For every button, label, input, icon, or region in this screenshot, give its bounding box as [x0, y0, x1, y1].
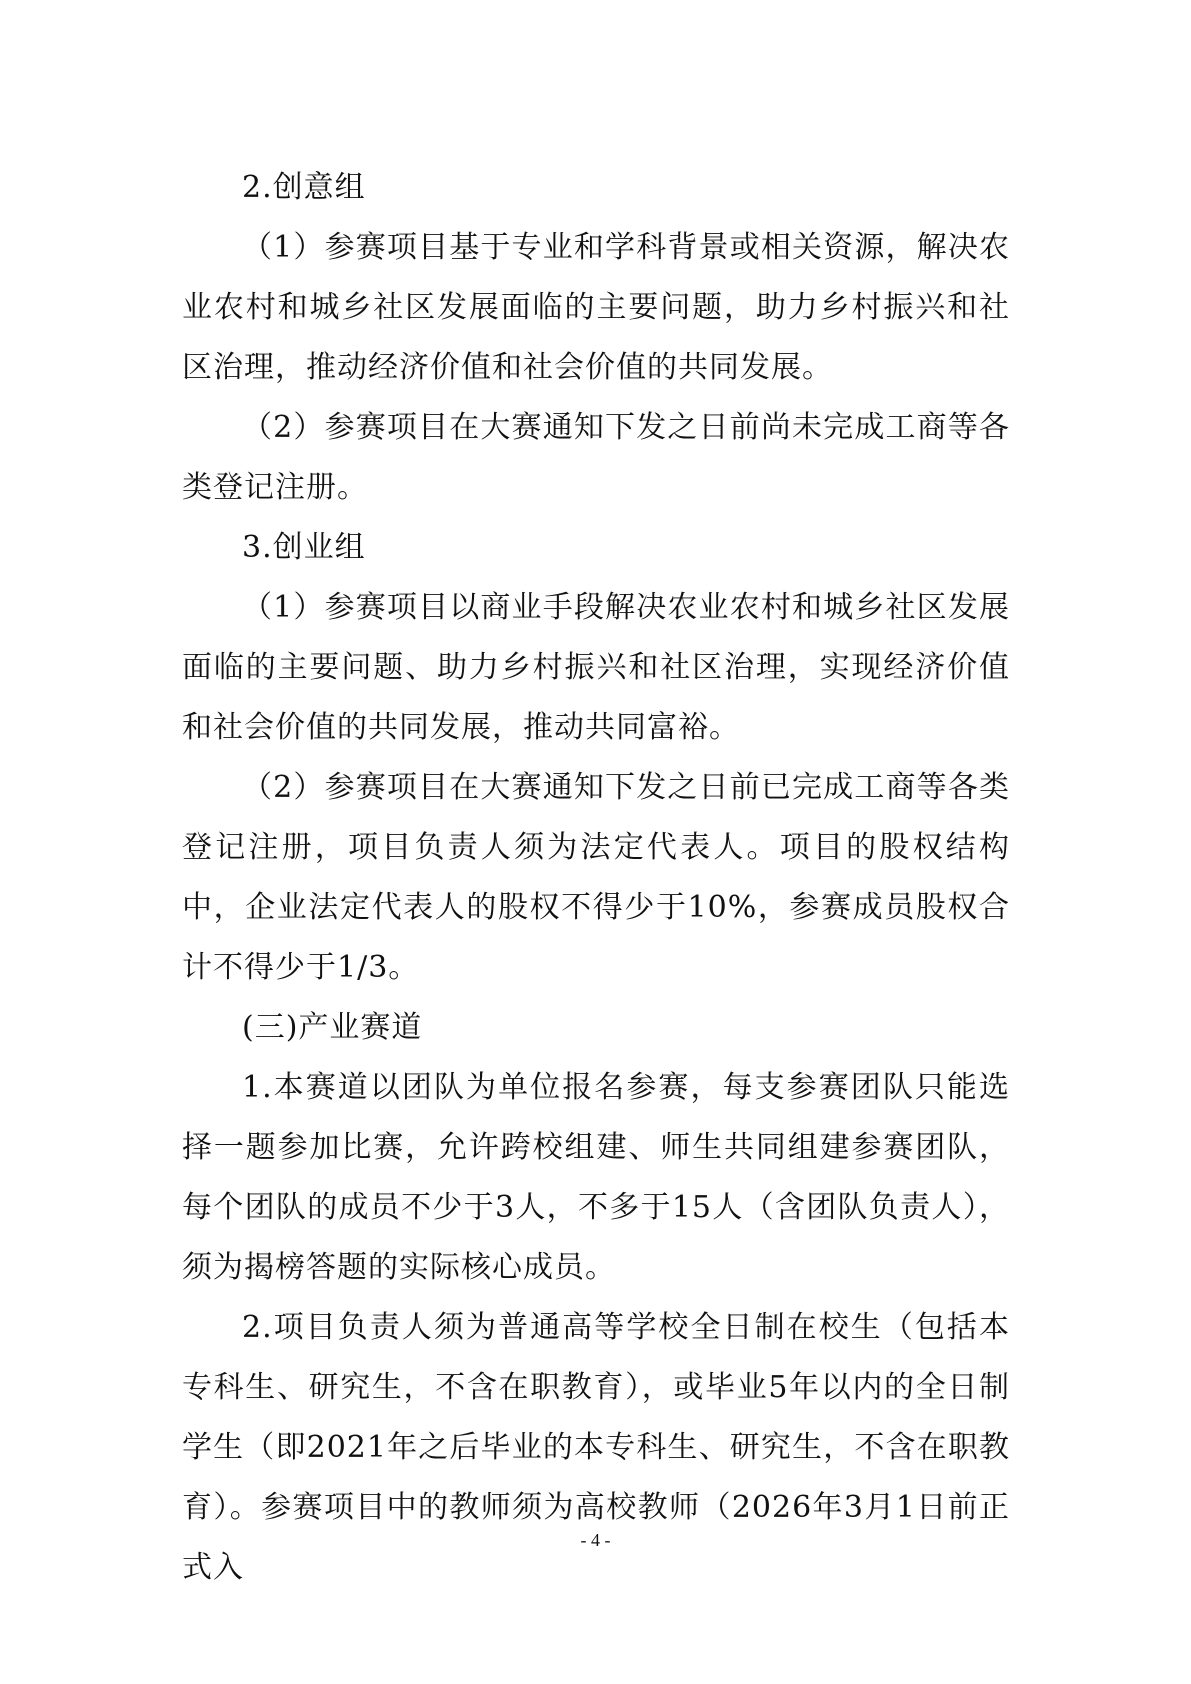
industry-track-item-2: 2.项目负责人须为普通高等学校全日制在校生（包括本专科生、研究生，不含在职教育），或毕业5年以内的全日制学生（即2021年之后毕业的本专科生、研究生，不含在职教育）。参赛项目中的教师须为高校教师（2026年3月1日前正式入	[182, 1310, 1010, 1585]
heading-startup-group: 3.创业组	[242, 530, 366, 565]
creative-group-item-2: （2）参赛项目在大赛通知下发之日前尚未完成工商等各类登记注册。	[182, 410, 1010, 505]
heading-creative-group: 2.创意组	[242, 170, 366, 205]
creative-group-item-1: （1）参赛项目基于专业和学科背景或相关资源，解决农业农村和城乡社区发展面临的主要问题，助力乡村振兴和社区治理，推动经济价值和社会价值的共同发展。	[182, 230, 1010, 385]
page-number: - 4 -	[580, 1530, 611, 1550]
heading-industry-track: (三)产业赛道	[242, 1010, 423, 1045]
startup-group-item-1: （1）参赛项目以商业手段解决农业农村和城乡社区发展面临的主要问题、助力乡村振兴和社区治理，实现经济价值和社会价值的共同发展，推动共同富裕。	[182, 590, 1010, 745]
industry-track-item-1: 1.本赛道以团队为单位报名参赛，每支参赛团队只能选择一题参加比赛，允许跨校组建、师生共同组建参赛团队，每个团队的成员不少于3人，不多于15人（含团队负责人），须为揭榜答题的实际核心成员。	[182, 1070, 1010, 1285]
document-body	[182, 158, 1010, 1598]
startup-group-item-2: （2）参赛项目在大赛通知下发之日前已完成工商等各类登记注册，项目负责人须为法定代表人。项目的股权结构中，企业法定代表人的股权不得少于10%，参赛成员股权合计不得少于1/3。	[182, 770, 1010, 985]
